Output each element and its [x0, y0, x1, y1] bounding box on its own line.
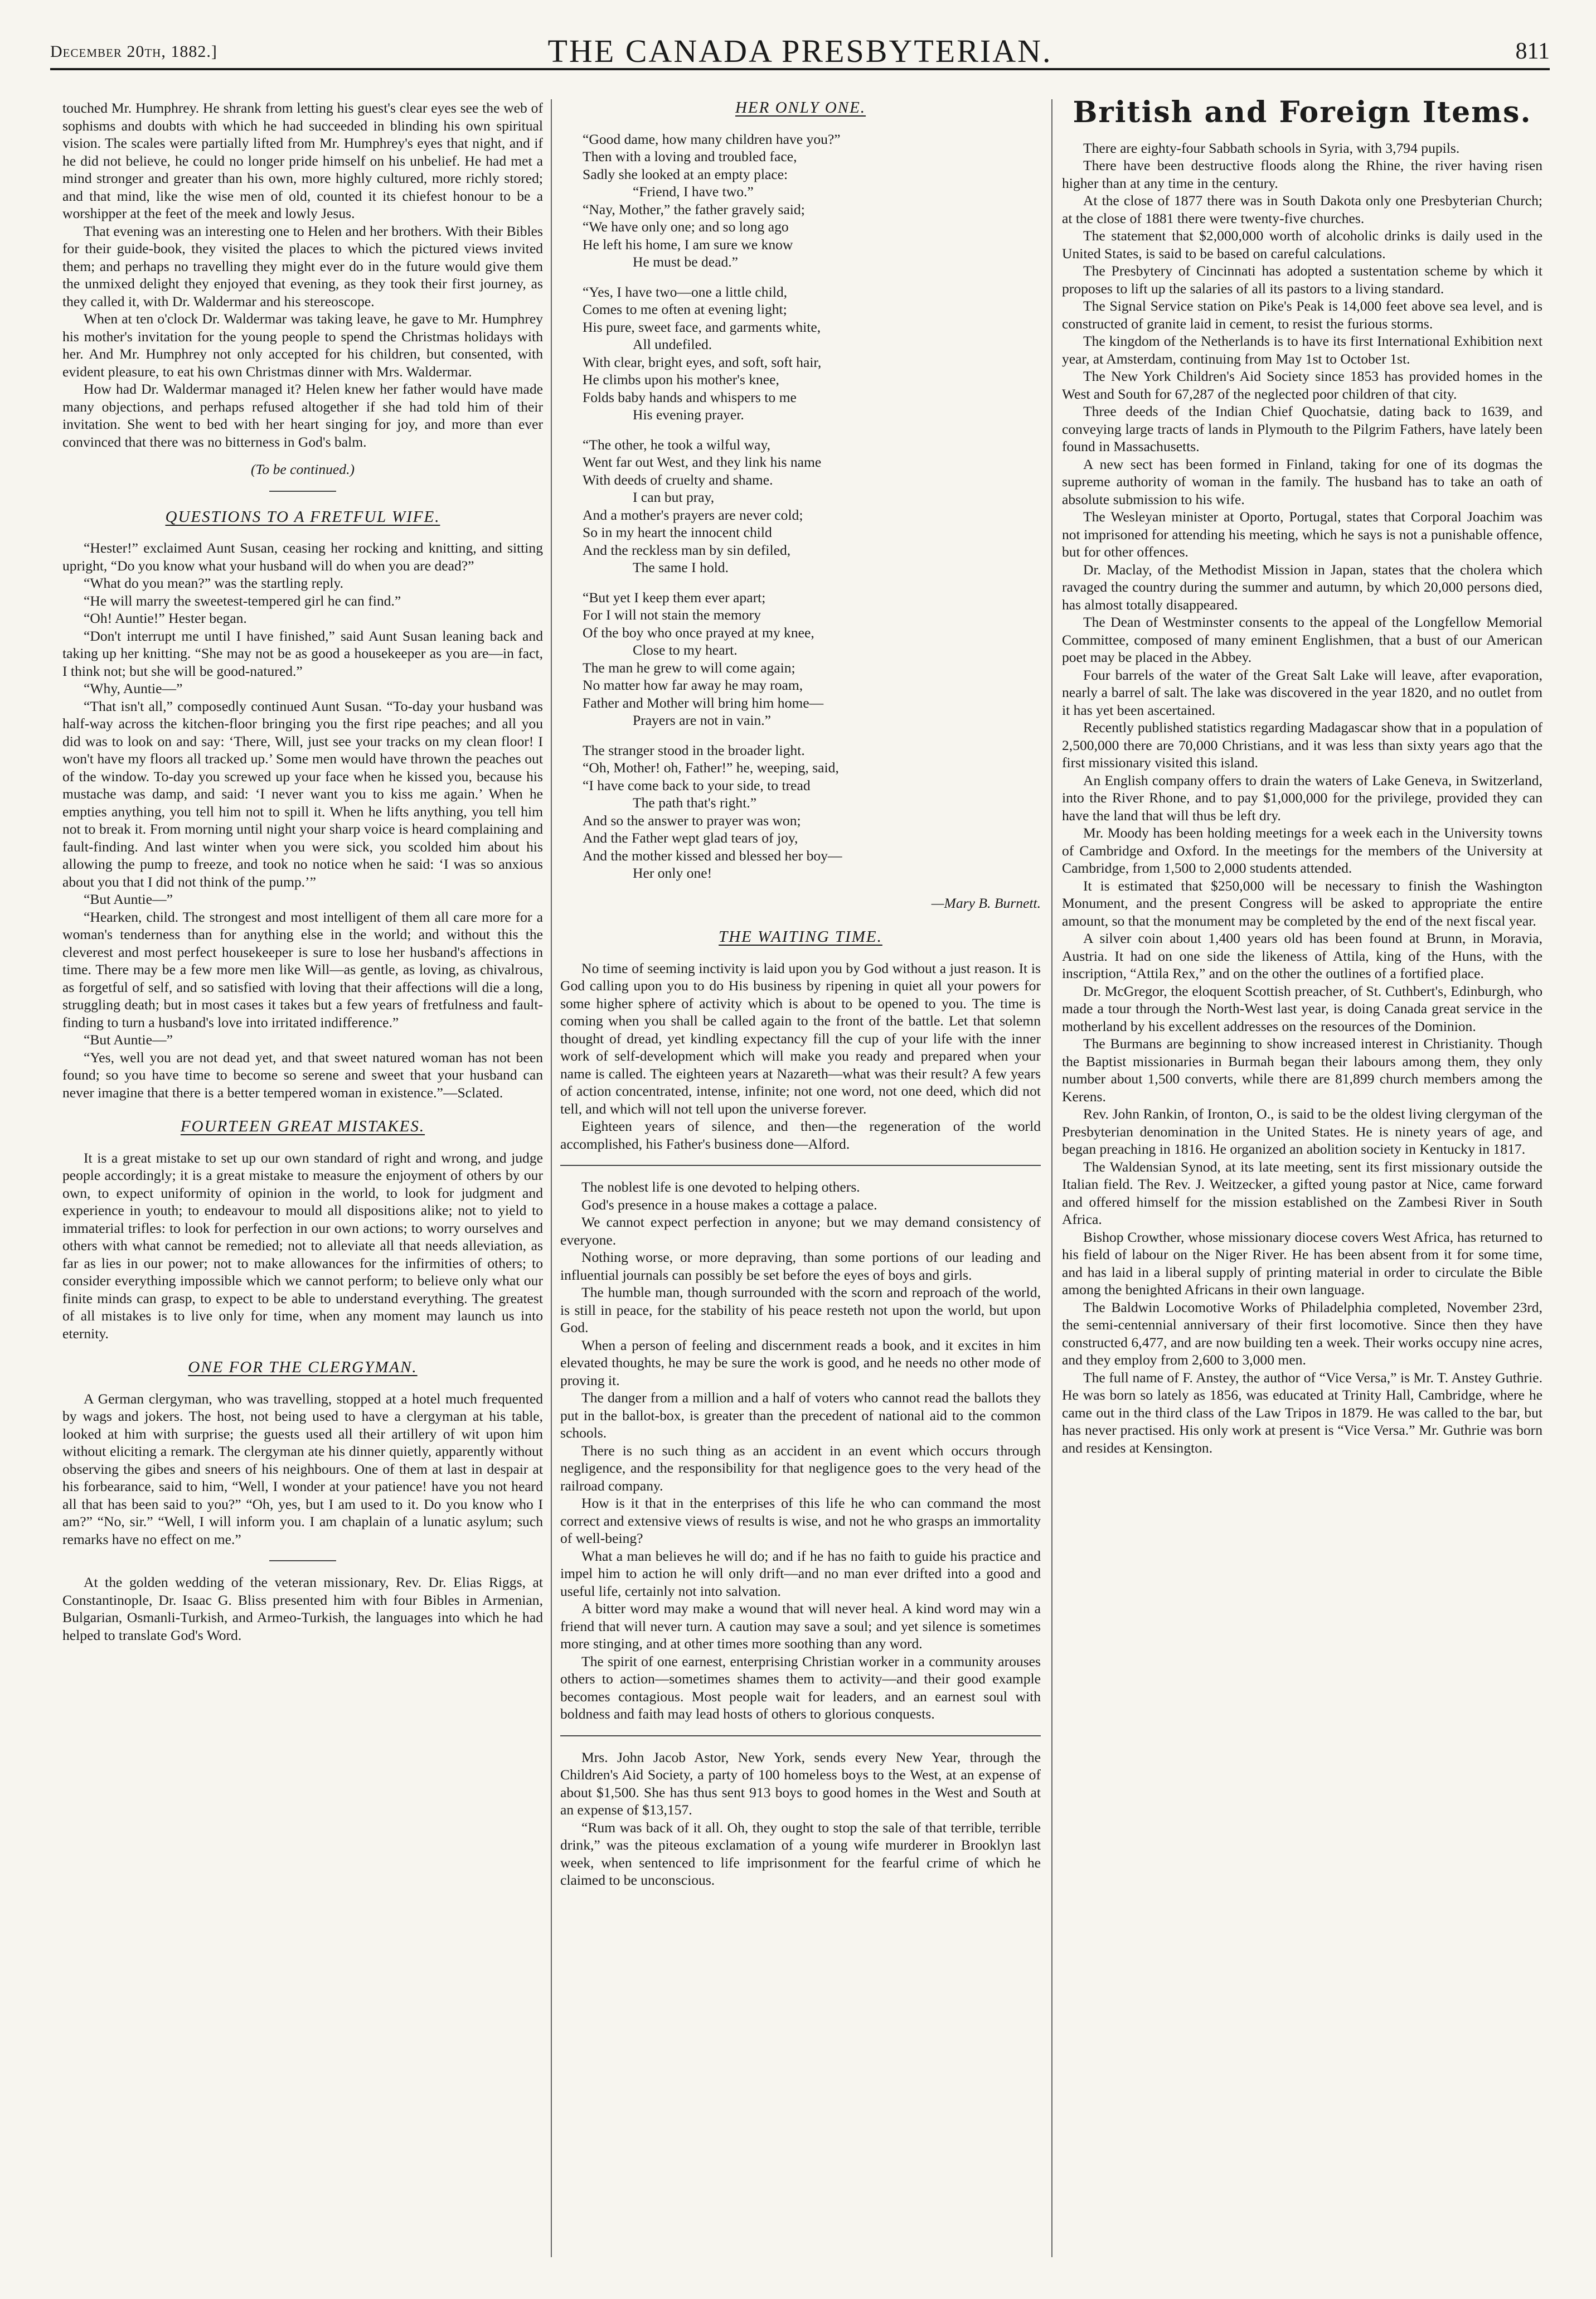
short-item: When a person of feeling and discernment reads a book, and it excites in him elevated thoughts, he may be sure the work is good, and he needs no other mode of proving it.: [560, 1337, 1041, 1388]
poem-line: The man he grew to will come again;: [583, 659, 795, 676]
divider: [269, 1560, 336, 1561]
news-item: Recently published statistics regarding Madagascar show that in a population of 2,500,000 there are 70,000 Christians, and it was less than sixty years ago that the first missionary visited this island.: [1062, 719, 1542, 771]
article-paragraph: “But Auntie—”: [84, 1032, 173, 1048]
poem-line: The stranger stood in the broader light.: [583, 742, 805, 758]
poem-line: Sadly she looked at an empty place:: [583, 166, 788, 182]
article-paragraph: “That isn't all,” composedly continued Aunt Susan. “To-day your husband was half-way across the kitchen-floor bringing you the first ripe peaches; and all you did was to look on and say: ‘There, Will, just see your tracks on my clean floor! I won't have my floors all tracked up.’ Some men would have thrown the peaches out of the window. To-day you screwed up your face when he kissed you, because his mustache was damp, and said: ‘I never want you to kiss me again.’ When he empties anything, you tell him not to spill it. When he lifts anything, you tell him not to break it. From morning until night your sharp voice is heard complaining and fault-finding. And last winter when you were sick, you scolded him about his allowing the pump to freeze, and took no notice when he said: ‘I was so anxious about you that I did not think of the pump.’”: [62, 698, 543, 890]
issue-date: December 20th, 1882.]: [50, 42, 217, 61]
poem-line: Prayers are not in vain.”: [633, 712, 772, 728]
article-paragraph: “But Auntie—”: [84, 891, 173, 907]
poem-signature: —Mary B. Burnett.: [931, 894, 1041, 911]
news-item: The Baldwin Locomotive Works of Philadelphia completed, November 23rd, the semi-centennial anniversary of their first locomotive. Since then they have constructed 6,477, and are now building ten a week. Their works occupy nine acres, and they employ from 2,600 to 3,000 men.: [1062, 1299, 1542, 1368]
poem-line: He must be dead.”: [633, 254, 739, 270]
poem-line: All undefiled.: [633, 336, 712, 352]
poem-line: He left his home, I am sure we know: [583, 236, 793, 253]
poem-line: “Nay, Mother,” the father gravely said;: [583, 201, 805, 217]
poem-line: No matter how far away he may roam,: [583, 677, 803, 693]
poem-line: The path that's right.”: [633, 795, 757, 811]
article-paragraph: “Oh! Auntie!” Hester began.: [84, 610, 247, 626]
poem-line: Of the boy who once prayed at my knee,: [583, 624, 814, 641]
story-paragraph: touched Mr. Humphrey. He shrank from letting his guest's clear eyes see the web of sophisms and doubts with which he had succeeded in blinding his own spiritual vision. The scales were partially lifted from Mr. Humphrey's eyes that night, and if he did not believe, he could no longer pride himself on his unbelief. He had met a mind stronger and greater than his own, more highly cultured, more richly stored; and that mind, like the wise men of old, counted it its chiefest honour to be a worshipper at the feet of the meek and lowly Jesus.: [62, 100, 543, 221]
poem-line: Comes to me often at evening light;: [583, 301, 787, 317]
short-item: The humble man, though surrounded with the scorn and reproach of the world, is still in peace, for the stability of his peace resteth not upon the world, but upon God.: [560, 1284, 1041, 1335]
poem-line: Father and Mother will bring him home—: [583, 694, 824, 711]
newspaper-title: THE CANADA PRESBYTERIAN.: [547, 33, 1052, 69]
article-paragraph: “Don't interrupt me until I have finished,” said Aunt Susan leaning back and taking up her knitting. “She may not be as good a housekeeper as you are—in fact, I think not; but she will be good-natured.”: [62, 627, 543, 679]
poem-line: And a mother's prayers are never cold;: [583, 506, 803, 523]
short-item: The noblest life is one devoted to helping others.: [581, 1179, 860, 1195]
poem-line: With deeds of cruelty and shame.: [583, 471, 773, 488]
poem-body: [583, 130, 1041, 882]
article-paragraph: “Why, Auntie—”: [84, 680, 183, 696]
news-item: A new sect has been formed in Finland, taking for one of its dogmas the supreme authority of woman in the family. The husband has to take an oath of absolute submission to his wife.: [1062, 456, 1542, 507]
story-paragraph: How had Dr. Waldermar managed it? Helen knew her father would have made many objections, and perhaps refused altogether if she had told him of their invitation. She went to bed with her heart singing for joy, and more than ever convinced that there was no bitterness in God's balm.: [62, 381, 543, 450]
poem-line: He climbs upon his mother's knee,: [583, 371, 779, 388]
article-paragraph: Eighteen years of silence, and then—the regeneration of the world accomplished, his Father's business done—Alford.: [560, 1118, 1041, 1152]
poem-line: Her only one!: [633, 865, 712, 881]
news-item: The statement that $2,000,000 worth of alcoholic drinks is daily used in the United States, is said to be based on careful calculations.: [1062, 228, 1542, 262]
short-item: There is no such thing as an accident in an event which occurs through negligence, and the responsibility for that negligence goes to the very head of the railroad company.: [560, 1442, 1041, 1494]
poem-line: His pure, sweet face, and garments white,: [583, 318, 821, 335]
poem-line: “Oh, Mother! oh, Father!” he, weeping, said,: [583, 759, 839, 776]
news-item: The Wesleyan minister at Oporto, Portugal, states that Corporal Joachim was not imprisoned for attending his meeting, which he says is not a punishable offence, but for other offences.: [1062, 509, 1542, 560]
article-paragraph: “He will marry the sweetest-tempered girl he can find.”: [84, 592, 401, 609]
article-paragraph: “Hester!” exclaimed Aunt Susan, ceasing her rocking and knitting, and sitting upright, “Do you know what your husband will do when you are dead?”: [62, 540, 543, 574]
poem-line: “But yet I keep them ever apart;: [583, 589, 766, 606]
article-title-clergyman: ONE FOR THE CLERGYMAN.: [188, 1358, 418, 1376]
poem-line: Then with a loving and troubled face,: [583, 148, 797, 164]
news-item: It is estimated that $250,000 will be necessary to finish the Washington Monument, and the present Congress will be asked to appropriate the entire amount, so that the monument may be completed by the end of the next fiscal year.: [1062, 877, 1542, 929]
column-middle: [560, 99, 1041, 2257]
short-item: How is it that in the enterprises of this life he who can command the most correct and extensive views of results is wise, and not he who grasps an immortality of well-being?: [560, 1495, 1041, 1546]
section-heading-british-foreign: British and Foreign Items.: [1073, 99, 1532, 129]
article-paragraph: It is a great mistake to set up our own standard of right and wrong, and judge people accordingly; it is a great mistake to measure the enjoyment of others by our own, to expect uniformity of opinion in the world, to look for judgment and experience in youth; to endeavour to mould all dispositions alike; not to yield to immaterial trifles: to look for perfection in our own actions; to worry ourselves and others with what cannot be remedied; not to alleviate all that needs alleviation, as far as lies in our power; not to make allowances for the infirmities of others; to consider everything impossible which we cannot perform; to believe only what our finite minds can grasp, to expect to be able to understand everything. The greatest of all mistakes is to live only for time, when any moment may launch us into eternity.: [62, 1149, 543, 1342]
column-divider: [551, 99, 552, 2257]
divider: [269, 491, 336, 492]
news-item: The kingdom of the Netherlands is to have its first International Exhibition next year, at Amsterdam, continuing from May 1st to October 1st.: [1062, 333, 1542, 367]
short-item: A bitter word may make a wound that will never heal. A kind word may win a friend that will never turn. A caution may save a soul; and yet silence is sometimes more stinging, and at other times more soothing than any word.: [560, 1600, 1041, 1652]
news-items-list: [1062, 139, 1542, 1457]
news-item: There have been destructive floods along the Rhine, the river having risen higher than at any time in the century.: [1062, 157, 1542, 191]
poem-line: The same I hold.: [633, 559, 729, 575]
poem-line: “Yes, I have two—one a little child,: [583, 283, 788, 300]
continued-note: (To be continued.): [250, 461, 355, 477]
poem-stanza: [583, 589, 1041, 729]
page-number: 811: [1515, 38, 1550, 64]
masthead: [50, 32, 1550, 70]
news-item-rum: “Rum was back of it all. Oh, they ought to stop the sale of that terrible, terrible drink,” was the piteous exclamation of a young wife murderer in Brooklyn last week, when sentenced to life imprisonment for the fearful crime of which he claimed to be unconscious.: [560, 1819, 1041, 1888]
article-paragraph: A German clergyman, who was travelling, stopped at a hotel much frequented by wags and jokers. The host, not being used to have a clergyman at his table, looked at him with surprise; the guests used all their artillery of wit upon him without eliciting a remark. The clergyman ate his dinner quietly, apparently without observing the gibes and sneers of his neighbours. One of them at last in despair at his forbearance, said to him, “Well, I wonder at your patience! have you not heard all that has been said to you?” “Oh, yes, but I am used to it. Do you know who I am?” “No, sir.” “Well, I will inform you. I am chaplain of a lunatic asylum; such remarks have no effect on me.”: [62, 1390, 543, 1547]
poem-line: His evening prayer.: [633, 406, 744, 423]
news-item: Bishop Crowther, whose missionary diocese covers West Africa, has returned to his field of labour on the Niger River. He has been absent from it for some time, and has laid in a liberal supply of printing material in order to circulate the Bible among the benighted Africans in their own language.: [1062, 1228, 1542, 1298]
news-item: An English company offers to drain the waters of Lake Geneva, in Switzerland, into the River Rhone, and to pay $1,000,000 for the privilege, provided they can have the land that will thus be left dry.: [1062, 772, 1542, 824]
divider: [560, 1165, 1041, 1166]
news-item: A silver coin about 1,400 years old has been found at Brunn, in Moravia, Austria. It had on one side the likeness of Attila, king of the Huns, with the inscription, “Attila Rex,” and on the other the outlines of a fortified place.: [1062, 930, 1542, 981]
poem-line: And so the answer to prayer was won;: [583, 812, 801, 829]
news-item-riggs: At the golden wedding of the veteran missionary, Rev. Dr. Elias Riggs, at Constantinople, Dr. Isaac G. Bliss presented him with four Bibles in Armenian, Bulgarian, Osmanli-Turkish, and Armeo-Turkish, the languages into which he had helped to translate God's Word.: [62, 1574, 543, 1643]
news-item: At the close of 1877 there was in South Dakota only one Presbyterian Church; at the close of 1881 there were twenty-five churches.: [1062, 192, 1542, 226]
short-items: [560, 1178, 1041, 1723]
news-item-astor: Mrs. John Jacob Astor, New York, sends every New Year, through the Children's Aid Society, a party of 100 homeless boys to the West, at an expense of about $1,500. She has thus sent 913 boys to good homes in the West and South at an expense of $13,157.: [560, 1749, 1041, 1818]
short-item: The danger from a million and a half of voters who cannot read the ballots they put in the ballot-box, is greater than the precedent of national aid to the common schools.: [560, 1390, 1041, 1441]
news-item: Dr. Maclay, of the Methodist Mission in Japan, states that the cholera which ravaged the country during the summer and autumn, by which 20,000 persons died, has almost totally disappeared.: [1062, 561, 1542, 613]
poem-line: With clear, bright eyes, and soft, soft hair,: [583, 354, 822, 370]
news-item: There are eighty-four Sabbath schools in Syria, with 3,794 pupils.: [1083, 139, 1460, 156]
poem-line: For I will not stain the memory: [583, 607, 761, 623]
article-paragraph: “Yes, well you are not dead yet, and that sweet natured woman has not been found; so you have time to become so serene and sweet that your husband can never imagine that there is a better tempered woman in existence.”—Sclated.: [62, 1049, 543, 1101]
poem-stanza: [583, 436, 1041, 577]
article-title-great-mistakes: FOURTEEN GREAT MISTAKES.: [180, 1117, 425, 1135]
short-item: We cannot expect perfection in anyone; but we may demand consistency of everyone.: [560, 1214, 1041, 1248]
story-paragraph: When at ten o'clock Dr. Waldermar was taking leave, he gave to Mr. Humphrey his mother's invitation for the young people to spend the Christmas holidays with her. And Mr. Humphrey not only accepted for his children, but consented, with evident pleasure, to eat his own Christmas dinner with Mrs. Waldermar.: [62, 311, 543, 380]
poem-line: “I have come back to your side, to tread: [583, 777, 811, 793]
poem-line: “We have only one; and so long ago: [583, 219, 789, 235]
poem-line: And the reckless man by sin defiled,: [583, 541, 791, 558]
poem-line: And the Father wept glad tears of joy,: [583, 830, 798, 846]
poem-stanza: [583, 130, 1041, 271]
news-item: The New York Children's Aid Society since 1853 has provided homes in the West and South for 67,287 of the neglected poor children of that city.: [1062, 368, 1542, 402]
column-right: [1062, 99, 1542, 2257]
poem-stanza: [583, 283, 1041, 424]
news-item: Four barrels of the water of the Great Salt Lake will leave, after evaporation, nearly a barrel of salt. The lake was discovered in the year 1820, and no outlet from it has yet been ascertained.: [1062, 666, 1542, 718]
article-paragraph: No time of seeming inctivity is laid upon you by God without a just reason. It is God calling upon you to do His business by ripening in quiet all your powers for some higher sphere of activity which is about to be opened to you. The time is coming when you shall be called again to the front of the battle. Let that solemn thought of dread, yet kindling expectancy fill the cup of your life with the inner work of self-development which will make you ready and prepared when your name is called. The eighteen years at Nazareth—what was their result? A few years of action concentrated, intense, infinite; not one word, not one deed, which did not tell, and which will not tell upon the universe forever.: [560, 960, 1041, 1117]
news-item: The Presbytery of Cincinnati has adopted a sustentation scheme by which it proposes to lift up the salaries of all its pastors to a living standard.: [1062, 263, 1542, 297]
column-divider: [1051, 99, 1052, 2257]
poem-line: I can but pray,: [633, 489, 715, 505]
column-left: [62, 99, 543, 2257]
short-item: What a man believes he will do; and if he has no faith to guide his practice and impel him to action he will only drift—and no man ever drifted into a good and useful life, certainly not into salvation.: [560, 1547, 1041, 1599]
article-paragraph: “Hearken, child. The strongest and most intelligent of them all care more for a woman's tenderness than for anything else in the world; and without this the cleverest and most perfect housekeeper is sure to lose her husband's affections in time. There may be a few more men like Will—as gentle, as loving, as chivalrous, as forgetful of self, and so satisfied with loving that their affections will die a long, struggling death; but in most cases it takes but a few years of fretfulness and fault-finding to turn a husband's love into irritated indifference.”: [62, 908, 543, 1030]
story-paragraph: That evening was an interesting one to Helen and her brothers. With their Bibles for their guide-book, they visited the places to which the pictured views invited them; and perhaps no travelling they might ever do in the future would give them the unmixed delight they enjoyed that evening, as they took their first journey, as they called it, with Dr. Waldermar and his stereoscope.: [62, 222, 543, 309]
poem-line: “Friend, I have two.”: [633, 183, 754, 200]
news-item: The Signal Service station on Pike's Peak is 14,000 feet above sea level, and is constructed of granite laid in cement, to resist the furious storms.: [1062, 298, 1542, 332]
article-paragraph: “What do you mean?” was the startling reply.: [84, 575, 343, 591]
article-title-fretful-wife: QUESTIONS TO A FRETFUL WIFE.: [165, 507, 440, 526]
news-item: The Waldensian Synod, at its late meeting, sent its first missionary outside the Italian field. The Rev. J. Weitzecker, a gifted young pastor at Nice, came forward and offered himself for the mission established on the Zambesi River in South Africa.: [1062, 1158, 1542, 1227]
news-item: Mr. Moody has been holding meetings for a week each in the University towns of Cambridge and Oxford. In the meetings for the members of the University at Cambridge, from 1,500 to 2,000 students attended.: [1062, 825, 1542, 876]
short-item: Nothing worse, or more depraving, than some portions of our leading and influential journals can possibly be set before the eyes of boys and girls.: [560, 1249, 1041, 1283]
short-item: The spirit of one earnest, enterprising Christian worker in a community arouses others to action—sometimes shames them to activity—and their good example becomes contagious. Most people wait for leaders, and an earnest soul with boldness and faith may lead hosts of others to glorious conquests.: [560, 1653, 1041, 1722]
news-item: Dr. McGregor, the eloquent Scottish preacher, of St. Cuthbert's, Edinburgh, who made a tour through the North-West last year, is doing Canada great service in the motherland by his excellent addresses on the resources of the Dominion.: [1062, 982, 1542, 1034]
article-title-waiting-time: THE WAITING TIME.: [719, 928, 882, 946]
poem-title: HER ONLY ONE.: [735, 99, 866, 117]
poem-stanza: [583, 742, 1041, 882]
news-item: Rev. John Rankin, of Ironton, O., is said to be the oldest living clergyman of the Presbyterian denomination in the United States. He is ninety years of age, and began preaching in 1816. He organized an abolition society in Kentucky in 1817.: [1062, 1106, 1542, 1157]
article-body-fretful-wife: [62, 539, 543, 1101]
poem-line: Went far out West, and they link his name: [583, 454, 822, 470]
short-item: God's presence in a house makes a cottage a palace.: [581, 1196, 877, 1213]
poem-line: “Good dame, how many children have you?”: [583, 130, 841, 147]
poem-line: And the mother kissed and blessed her boy—: [583, 847, 842, 864]
poem-line: So in my heart the innocent child: [583, 524, 772, 540]
news-item: Three deeds of the Indian Chief Quochatsie, dating back to 1639, and conveying large tracts of lands in Plymouth to the Pilgrim Fathers, have lately been found in Massachusetts.: [1062, 403, 1542, 454]
news-item: The full name of F. Anstey, the author of “Vice Versa,” is Mr. T. Anstey Guthrie. He was born so lately as 1856, was educated at Trinity Hall, Cambridge, where he came out in the third class of the Law Tripos in 1879. He was called to the bar, but has never practised. His only work at present is “Vice Versa.” Mr. Guthrie was born and resides at Kensington.: [1062, 1369, 1542, 1456]
news-item: The Dean of Westminster consents to the appeal of the Longfellow Memorial Committee, composed of many eminent Englishmen, that a bust of our American poet may be placed in the Abbey.: [1062, 614, 1542, 665]
poem-line: Folds baby hands and whispers to me: [583, 389, 797, 405]
poem-line: Close to my heart.: [633, 642, 738, 658]
poem-line: “The other, he took a wilful way,: [583, 436, 771, 453]
divider: [560, 1735, 1041, 1736]
news-item: The Burmans are beginning to show increased interest in Christianity. Though the Baptist missionaries in Burmah began their labours among them, they only number about 1,500 converts, while there are 81,899 church members among the Kerens.: [1062, 1035, 1542, 1105]
